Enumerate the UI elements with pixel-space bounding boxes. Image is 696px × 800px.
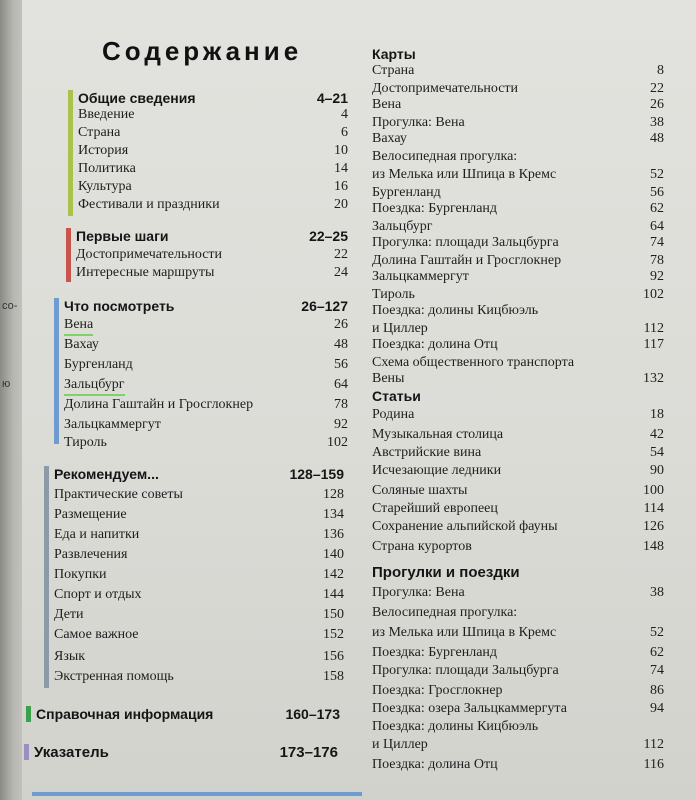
section-color-bar	[44, 466, 49, 688]
entry-label: Зальцкаммергут	[64, 417, 161, 432]
entry-label: Схема общественного транспорта	[372, 355, 575, 370]
section-color-bar	[66, 228, 71, 282]
margin-fragment: ю	[2, 378, 11, 390]
toc-entry[interactable]	[54, 668, 344, 686]
entry-label: Язык	[54, 649, 86, 664]
entry-label: Достопримечательности	[76, 247, 223, 262]
section-general	[68, 90, 348, 220]
entry-page: 152	[323, 627, 344, 642]
entry-page: 52	[650, 625, 664, 640]
entry-page: 22	[650, 81, 664, 96]
entry-page: 144	[323, 587, 344, 602]
section-heading[interactable]	[78, 90, 348, 106]
toc-entry[interactable]	[54, 626, 344, 644]
entry-label: Поездка: долина Отц	[372, 337, 498, 352]
entry-label: Спорт и отдых	[54, 587, 142, 602]
entry-page: 78	[650, 253, 664, 268]
contents-page	[22, 0, 696, 800]
entry-page: 90	[650, 463, 664, 478]
entry-page: 100	[643, 483, 664, 498]
entry-page: 54	[650, 445, 664, 460]
toc-entry[interactable]	[372, 96, 664, 114]
toc-entry[interactable]	[78, 160, 348, 178]
toc-entry[interactable]	[54, 486, 344, 504]
walks-heading: Прогулки и поездки	[372, 564, 520, 581]
entry-page: 150	[323, 607, 344, 622]
entry-label: Вена	[372, 97, 402, 112]
entry-label: Австрийские вина	[372, 445, 482, 460]
entry-label: Страна	[372, 63, 415, 78]
toc-entry[interactable]	[372, 444, 664, 462]
entry-label: Поездка: долины Кицбюэль	[372, 719, 539, 734]
entry-page: 112	[643, 321, 664, 336]
entry-label: Покупки	[54, 567, 107, 582]
section-heading-label: Рекомендуем...	[54, 466, 159, 482]
section-color-bar	[68, 90, 73, 216]
entry-label: Зальцкаммергут	[372, 269, 469, 284]
entry-page: 86	[650, 683, 664, 698]
entry-page: 56	[650, 185, 664, 200]
toc-entry[interactable]	[78, 106, 348, 124]
toc-entry[interactable]	[372, 482, 664, 500]
entry-label-highlighted: Вена	[64, 316, 93, 336]
section-what-to-see	[54, 298, 348, 448]
entry-label: Практические советы	[54, 487, 183, 502]
entry-page: 117	[643, 337, 664, 352]
entry-page: 136	[323, 527, 344, 542]
entry-label: Вахау	[64, 337, 99, 352]
entry-page: 62	[650, 645, 664, 660]
section-color-bar	[54, 298, 59, 444]
toc-entry[interactable]	[78, 142, 348, 160]
entry-page: 42	[650, 427, 664, 442]
entry-page: 102	[327, 435, 348, 450]
entry-page: 16	[334, 179, 348, 194]
section-heading-pages: 22–25	[309, 228, 348, 244]
entry-label: Поездка: долина Отц	[372, 757, 498, 772]
toc-entry[interactable]	[372, 370, 664, 388]
entry-label: История	[78, 143, 129, 158]
entry-label: Еда и напитки	[54, 527, 140, 542]
toc-entry[interactable]	[372, 644, 664, 662]
entry-label: Исчезающие ледники	[372, 463, 502, 478]
section-reference[interactable]	[26, 706, 340, 728]
entry-page: 26	[650, 97, 664, 112]
section-recommend	[44, 466, 344, 692]
toc-entry[interactable]	[372, 538, 664, 556]
section-heading[interactable]	[54, 466, 344, 482]
entry-label: Экстренная помощь	[54, 669, 174, 684]
entry-page: 64	[650, 219, 664, 234]
entry-page: 78	[334, 397, 348, 412]
toc-entry[interactable]	[64, 396, 348, 414]
toc-entry[interactable]	[54, 586, 344, 604]
entry-page: 142	[323, 567, 344, 582]
entry-label: Фестивали и праздники	[78, 197, 220, 212]
entry-page: 14	[334, 161, 348, 176]
entry-label: Родина	[372, 407, 415, 422]
toc-entry[interactable]	[54, 506, 344, 524]
toc-entry[interactable]	[372, 756, 664, 774]
toc-entry[interactable]	[76, 246, 348, 264]
maps-heading: Карты	[372, 46, 416, 62]
toc-entry[interactable]	[372, 624, 664, 642]
entry-page: 18	[650, 407, 664, 422]
adjacent-page-edge	[0, 0, 22, 800]
toc-entry[interactable]	[372, 148, 664, 166]
toc-entry[interactable]	[372, 268, 664, 286]
entry-label: Дети	[54, 607, 84, 622]
entry-label: Тироль	[64, 435, 107, 450]
entry-label: Старейший европеец	[372, 501, 498, 516]
entry-page: 116	[643, 757, 664, 772]
toc-entry[interactable]	[372, 166, 664, 184]
entry-label: Тироль	[372, 287, 415, 302]
toc-entry[interactable]	[372, 604, 664, 622]
toc-entry[interactable]	[64, 336, 348, 354]
entry-label: Музыкальная столица	[372, 427, 504, 442]
entry-page: 134	[323, 507, 344, 522]
entry-page: 156	[323, 649, 344, 664]
toc-entry[interactable]	[372, 662, 664, 680]
entry-page: 158	[323, 669, 344, 684]
entry-label: и Циллер	[372, 737, 428, 752]
section-heading-label: Общие сведения	[78, 90, 196, 106]
toc-entry[interactable]	[372, 682, 664, 700]
toc-entry[interactable]	[372, 518, 664, 536]
entry-label: Велосипедная прогулка:	[372, 605, 518, 620]
entry-page: 128	[323, 487, 344, 502]
entry-label: Развлечения	[54, 547, 128, 562]
entry-page: 8	[657, 63, 664, 78]
section-heading-label: Справочная информация	[36, 706, 214, 722]
entry-label: Долина Гаштайн и Гросглокнер	[372, 253, 562, 268]
section-heading-pages: 4–21	[316, 90, 348, 106]
section-heading-pages: 26–127	[301, 298, 348, 314]
entry-page: 24	[334, 265, 348, 280]
entry-label: Бургенланд	[372, 185, 441, 200]
entry-label: Велосипедная прогулка:	[372, 149, 518, 164]
toc-entry[interactable]	[78, 124, 348, 142]
toc-entry[interactable]	[372, 336, 664, 354]
section-first-steps	[66, 228, 348, 288]
toc-entry[interactable]	[372, 406, 664, 424]
toc-entry[interactable]	[54, 546, 344, 564]
toc-entry[interactable]	[372, 130, 664, 148]
section-heading-pages: 160–173	[285, 706, 340, 722]
entry-label: Самое важное	[54, 627, 139, 642]
entry-label: Поездка: долины Кицбюэль	[372, 303, 539, 318]
entry-page: 132	[643, 371, 664, 386]
entry-page: 10	[334, 143, 348, 158]
entry-label: Страна курортов	[372, 539, 472, 554]
section-index[interactable]	[24, 744, 338, 766]
toc-entry[interactable]	[54, 606, 344, 624]
entry-label: Поездка: Гросглокнер	[372, 683, 503, 698]
entry-page: 74	[650, 235, 664, 250]
section-heading-label: Указатель	[34, 744, 109, 761]
toc-entry[interactable]	[372, 426, 664, 444]
entry-page: 148	[643, 539, 664, 554]
toc-entry[interactable]	[372, 500, 664, 518]
entry-label: Достопримечательности	[372, 81, 519, 96]
entry-page: 56	[334, 357, 348, 372]
toc-entry[interactable]	[64, 416, 348, 434]
entry-label: Зальцбург	[372, 219, 433, 234]
entry-label: Бургенланд	[64, 357, 133, 372]
entry-label: Поездка: Бургенланд	[372, 645, 498, 660]
section-heading[interactable]	[64, 298, 348, 314]
entry-page: 4	[341, 107, 348, 122]
entry-label: Интересные маршруты	[76, 265, 215, 280]
entry-page: 48	[334, 337, 348, 352]
section-heading-pages: 173–176	[279, 744, 338, 761]
section-heading-label: Первые шаги	[76, 228, 169, 244]
entry-label-highlighted: Зальцбург	[64, 376, 125, 396]
entry-label: из Мелька или Шпица в Кремс	[372, 167, 557, 182]
entry-page: 140	[323, 547, 344, 562]
entry-page: 64	[334, 377, 348, 392]
entry-page: 38	[650, 585, 664, 600]
entry-page: 74	[650, 663, 664, 678]
entry-label: Политика	[78, 161, 136, 176]
entry-page: 112	[643, 737, 664, 752]
toc-entry[interactable]	[372, 62, 664, 80]
entry-label: Долина Гаштайн и Гросглокнер	[64, 397, 254, 412]
toc-entry[interactable]	[372, 584, 664, 602]
toc-entry[interactable]	[372, 718, 664, 736]
entry-page: 114	[643, 501, 664, 516]
entry-page: 92	[334, 417, 348, 432]
toc-entry[interactable]	[78, 178, 348, 196]
entry-page: 52	[650, 167, 664, 182]
section-heading-pages: 128–159	[289, 466, 344, 482]
entry-page: 48	[650, 131, 664, 146]
toc-entry[interactable]	[372, 736, 664, 754]
section-heading	[34, 744, 338, 761]
entry-label: Введение	[78, 107, 135, 122]
toc-entry[interactable]	[54, 648, 344, 666]
entry-label: Размещение	[54, 507, 127, 522]
toc-entry[interactable]	[76, 264, 348, 282]
section-heading-label: Что посмотреть	[64, 298, 175, 314]
toc-entry[interactable]	[64, 316, 348, 336]
toc-entry[interactable]	[64, 376, 348, 396]
entry-label: Поездка: озера Зальцкаммергута	[372, 701, 567, 716]
toc-entry[interactable]	[372, 462, 664, 480]
entry-page: 102	[643, 287, 664, 302]
entry-label: Прогулка: Вена	[372, 585, 465, 600]
entry-label: Соляные шахты	[372, 483, 468, 498]
entry-label: Страна	[78, 125, 121, 140]
section-color-bar	[26, 706, 31, 722]
toc-entry[interactable]	[372, 700, 664, 718]
entry-label: Поездка: Бургенланд	[372, 201, 498, 216]
toc-entry[interactable]	[372, 234, 664, 252]
articles-heading: Статьи	[372, 388, 421, 404]
toc-entry[interactable]	[372, 200, 664, 218]
entry-page: 26	[334, 317, 348, 332]
entry-label: из Мелька или Шпица в Кремс	[372, 625, 557, 640]
entry-label: Прогулка: площади Зальцбурга	[372, 663, 559, 678]
entry-page: 94	[650, 701, 664, 716]
page-title: Содержание	[102, 36, 303, 66]
toc-entry[interactable]	[54, 566, 344, 584]
entry-page: 62	[650, 201, 664, 216]
entry-label: Прогулка: площади Зальцбурга	[372, 235, 559, 250]
entry-page: 22	[334, 247, 348, 262]
toc-entry[interactable]	[64, 356, 348, 374]
bottom-color-strip	[32, 792, 362, 796]
entry-page: 20	[334, 197, 348, 212]
section-color-bar	[24, 744, 29, 760]
entry-label: и Циллер	[372, 321, 428, 336]
toc-entry[interactable]	[54, 526, 344, 544]
section-heading[interactable]	[76, 228, 348, 244]
entry-label: Вахау	[372, 131, 407, 146]
margin-fragment: со-	[2, 300, 18, 312]
section-heading	[36, 706, 340, 722]
entry-page: 92	[650, 269, 664, 284]
toc-entry[interactable]	[78, 196, 348, 214]
entry-label: Сохранение альпийской фауны	[372, 519, 558, 534]
entry-page: 38	[650, 115, 664, 130]
entry-label: Культура	[78, 179, 132, 194]
entry-page: 6	[341, 125, 348, 140]
entry-label: Прогулка: Вена	[372, 115, 465, 130]
toc-entry[interactable]	[372, 302, 664, 320]
entry-page: 126	[643, 519, 664, 534]
entry-label: Вены	[372, 371, 405, 386]
toc-entry[interactable]	[64, 434, 348, 452]
